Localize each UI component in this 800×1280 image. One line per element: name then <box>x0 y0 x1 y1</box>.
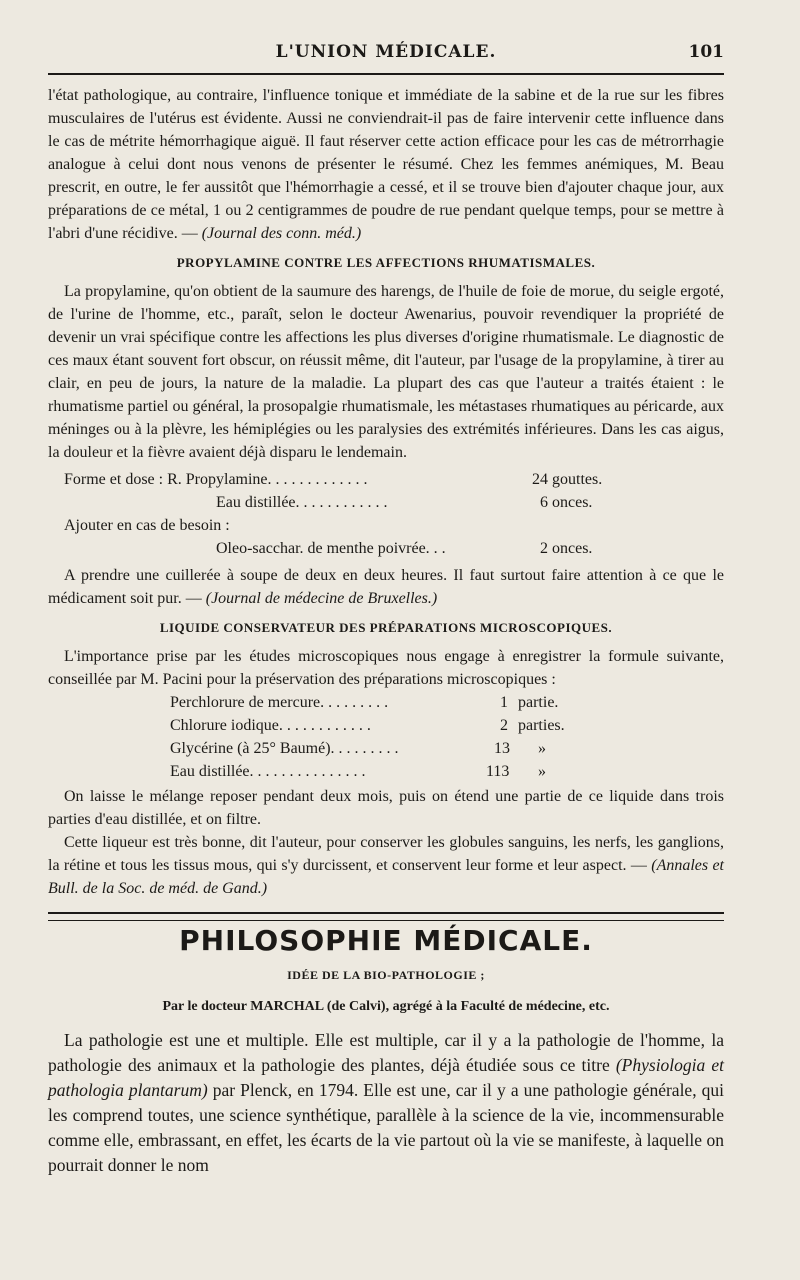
sabine-source: (Journal des conn. méd.) <box>201 225 362 242</box>
ingredient-unit: parties. <box>518 717 565 734</box>
page-body <box>48 84 724 1178</box>
ingredient-row <box>48 691 724 714</box>
header-rule <box>48 73 724 75</box>
sabine-text: l'état pathologique, au contraire, l'influence tonique et immédiate de la sabine et de la rue sur les fibres musculaires de l'utérus est évidente. Aussi ne conviendrait-il pas de faire intervenir cette influence dans le cas de métrite hémorrhagique aiguë. Il faut réserver cette action efficace pour les cas de métrorrhagie analogue à celui dont nous venons de présenter le résumé. Chez les femmes anémiques, M. Beau prescrit, en outre, le fer aussitôt que l'hémorrhagie a cessé, et il se trouve bien d'ajouter chaque jour, aux préparations de ce métal, 1 ou 2 centigrammes de poudre de rue pendant quelque temps, pour se mettre à l'abri d'une récidive. — <box>48 87 724 242</box>
liquide-source: (Annales et Bull. de la Soc. de méd. de Gand.) <box>48 857 725 897</box>
ingredient-name: Perchlorure de mercure. . . . . . . . . <box>170 694 389 711</box>
para-italic: (Physiologia et pathologia plantarum) <box>48 1055 725 1100</box>
section-title: PHILOSOPHIE MÉDICALE. <box>179 924 593 957</box>
recipe-line1-qty: 24 gouttes. <box>532 471 603 488</box>
liquide-para2 <box>48 831 724 900</box>
liquide-para2-text: Cette liqueur est très bonne, dit l'auteur, pour conserver les globules sanguins, les nerfs, les ganglions, la rétine et tous les tissus mous, qui s'y durcissent, et conservent leur forme et leur aspect. — <box>48 834 724 874</box>
article-subtitle: IDÉE DE LA BIO-PATHOLOGIE ; <box>287 968 485 982</box>
liquide-title: LIQUIDE CONSERVATEUR DES PRÉPARATIONS MICROSCOPIQUES. <box>159 620 613 635</box>
article-byline: Par le docteur MARCHAL (de Calvi), agrégé à la Faculté de médecine, etc. <box>162 999 610 1014</box>
liquide-recipe <box>48 691 724 783</box>
recipe-line3-label: Ajouter en cas de besoin : <box>64 517 230 534</box>
ingredient-qty: 1 <box>500 694 508 711</box>
ingredient-row <box>48 714 724 737</box>
recipe-line2-label: Eau distillée. . . . . . . . . . . . <box>216 494 388 511</box>
ingredient-unit: » <box>538 763 546 780</box>
ingredient-name: Chlorure iodique. . . . . . . . . . . . <box>170 717 371 734</box>
ingredient-qty: 113 <box>486 763 510 780</box>
ingredient-qty: 2 <box>500 717 508 734</box>
journal-title: L'UNION MÉDICALE. <box>275 42 497 62</box>
recipe-line2-qty: 6 onces. <box>540 494 593 511</box>
para-start: La pathologie est une et multiple. Elle est multiple, car il y a la pathologie de l'homme, la pathologie des animaux et la pathologie des plantes, déjà étudiée sous ce titre <box>48 1030 724 1075</box>
instruction-text: A prendre une cuillerée à soupe de deux en deux heures. Il faut surtout faire attention à ce que le médicament soit pur. — <box>48 567 724 607</box>
sabine-paragraph <box>48 84 724 245</box>
running-header <box>48 40 724 70</box>
ingredient-name: Eau distillée. . . . . . . . . . . . . . . <box>170 763 366 780</box>
page-number: 101 <box>688 42 724 62</box>
liquide-intro: L'importance prise par les études microscopiques nous engage à enregistrer la formule suivante, conseillée par M. Pacini pour la préservation des préparations microscopiques : <box>48 648 724 688</box>
recipe-line4-qty: 2 onces. <box>540 540 593 557</box>
ingredient-row <box>48 737 724 760</box>
recipe-line1-label: Forme et dose : R. Propylamine. . . . . . . . . . . . . <box>64 471 368 488</box>
propylamine-paragraph: La propylamine, qu'on obtient de la saumure des harengs, de l'huile de foie de morue, du seigle ergoté, de l'urine de l'homme, etc., paraît, selon le docteur Awenarius, pouvoir revendiquer la propriété de devenir un vrai spécifique contre les affections les plus diverses d'origine rhumatismale. Le diagnostic de ces maux étant souvent fort obscur, on réussit même, dit l'auteur, par l'usage de la propylamine, à tirer au clair, en peu de jours, la nature de la maladie. La plupart des cas que l'auteur a traités étaient : le rhumatisme partiel ou général, la prosopalgie rhumatismale, les métastases rhumatiques au péricarde, aux méninges ou à la plèvre, les hémiplégies ou les paralysies des extrémités inférieures. Dans les cas aigus, la douleur et la fièvre avaient déjà disparu le lendemain. <box>48 283 724 461</box>
recipe-line4-label: Oleo-sacchar. de menthe poivrée. . . <box>216 540 446 557</box>
liquide-para1: On laisse le mélange reposer pendant deux mois, puis on étend une partie de ce liquide dans trois parties d'eau distillée, et on filtre. <box>48 788 724 828</box>
philosophie-paragraph <box>48 1028 724 1178</box>
ingredient-name: Glycérine (à 25° Baumé). . . . . . . . . <box>170 740 399 757</box>
ingredient-qty: 13 <box>494 740 510 757</box>
propylamine-instruction <box>48 564 724 610</box>
ingredient-unit: » <box>538 740 546 757</box>
ingredient-unit: partie. <box>518 694 559 711</box>
ingredient-row <box>48 760 724 783</box>
propylamine-recipe <box>48 468 724 560</box>
propylamine-title: PROPYLAMINE CONTRE LES AFFECTIONS RHUMATISMALES. <box>176 255 596 270</box>
para-end: par Plenck, en 1794. Elle est une, car il y a une pathologie générale, qui les comprend toutes, une science synthétique, parallèle à la science de la vie, incommensurable comme elle, embrassant, en effet, les écarts de la vie partout où la vie se manifeste, à laquelle on pourrait donner le nom <box>48 1080 725 1175</box>
section-divider <box>48 912 724 921</box>
propylamine-source: (Journal de médecine de Bruxelles.) <box>205 590 438 607</box>
